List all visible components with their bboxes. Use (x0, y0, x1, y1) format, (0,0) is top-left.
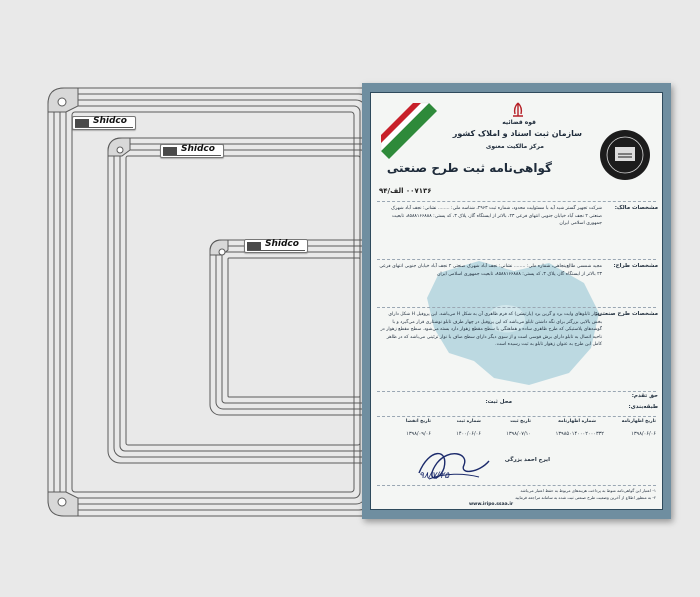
brand-label: Shidco (160, 144, 224, 158)
table-header: شماره ثبت (456, 419, 481, 424)
org-judiciary: قوه قضائیه (502, 119, 536, 126)
signatory-name: ایرج احمد بزرگی (504, 457, 550, 463)
table-cell: ۱۴۰۰/۰۶/۰۶ (456, 431, 481, 437)
table-header: تاریخ اظهارنامه (621, 419, 656, 424)
brand-label: Shidco (244, 239, 308, 253)
official-seal (599, 129, 651, 181)
certificate (362, 83, 671, 519)
designer-label: مشخصات طراح: (613, 263, 658, 269)
frame-small (210, 240, 378, 415)
certificate-paper (370, 92, 663, 510)
footer-note: ۱- اعتبار این گواهی‌نامه منوط به پرداخت هزینه‌های مربوط به حفظ اعتبار می‌باشد (520, 488, 656, 493)
frame-medium (108, 138, 378, 463)
table-header: تاریخ انقضا (405, 419, 431, 424)
table-header: شماره اظهارنامه (558, 419, 596, 424)
footer-note: ۲- به منظور اطلاع از آخرین وضعیت طرح صنعتی ثبت شده به سامانه مراجعه فرمایید (515, 495, 656, 500)
design-description: زهوار تابلوهای وایت برد و گرین برد (پارتیشن) که فرم ظاهری آن به شکل H می‌باشد. این پروفیل H شکل دارای بخش بالایی بزرگتر برای نگه داشتن تابلو می‌باشد که این پروفیل در چهار طرف تابلو نوشتاری قرار می‌گیرد و با گوشه‌های پلاستیکی که طرح ظاهری ساده و هماهنگی با سطح مقطع زهوار دارد بسته می‌شود. سطح مقطع زهوار در ناحیه اتصال به تابلو دارای برش قوسی است و از سوی دیگر دارای سطح صاف با نوار تزئینی می‌باشد که در ظاهر کامل این طرح به عنوان زهوار تابلو به ثبت رسیده است. (380, 312, 602, 347)
table-cell: ۱۳۹۸/۰۹/۰۶ (406, 431, 431, 437)
table-cell: ۱۳۹۸/۰۷/۱۰ (506, 431, 531, 437)
design-label: مشخصات طرح صنعتی: (594, 311, 658, 317)
brand-label: Shidco (72, 116, 136, 130)
certificate-number: ۰۰۷۱۳۶ الف/۹۴ (379, 187, 432, 195)
certificate-title: گواهی‌نامه ثبت طرح صنعتی (386, 161, 552, 175)
table-cell: ۱۳۹۸۵۰۱۴۰۰۰۲۰۰۰۳۳۲ (555, 431, 604, 437)
flag-ribbon (377, 99, 441, 159)
priority-label: حق تقدم: (631, 393, 658, 399)
owner-details: شرکت تجهیز گستر شید آید با مسئولیت محدود، شماره ثبت ۲۹۶۳، شناسه ملی: ........ نشانی: نجف آباد شهرک صنعتی ۲ نجف آباد خیابان جنوبی انتهای فرعی ۲۳، بالاتر از ایستگاه گاز، پلاک ۳، کد پستی: ۸۵۸۸۱۶۶۸۸۸، تابعیت جمهوری اسلامی ایران (391, 206, 602, 226)
owner-label: مشخصات مالک: (614, 205, 658, 211)
org-center: مرکز مالکیت معنوی (485, 143, 544, 150)
table-header: تاریخ ثبت (510, 419, 531, 424)
signature-date: ۹۸/۷/۲۵ (419, 471, 450, 481)
table-cell: ۱۳۹۸/۰۶/۰۶ (631, 431, 656, 437)
classification-label: طبقه‌بندی: (628, 404, 658, 410)
designer-details: مجید شمسی طالع‌پنجاهی، شماره ملی: ........ نشانی: نجف آباد شهرک صنعتی ۲ نجف آباد خیابان جنوبی انتهای فرعی ۲۳ بالاتر از ایستگاه گاز، پلاک ۳، کد پستی: ۸۵۸۸۱۶۶۸۸۸، تابعیت جمهوری اسلامی ایران (379, 264, 602, 277)
org-name: سازمان ثبت اسناد و املاک کشور (452, 129, 582, 138)
place-label: محل ثبت: (485, 399, 512, 405)
emblem-icon (509, 101, 527, 119)
footer-website: www.iripo.ssaa.ir (469, 502, 514, 507)
